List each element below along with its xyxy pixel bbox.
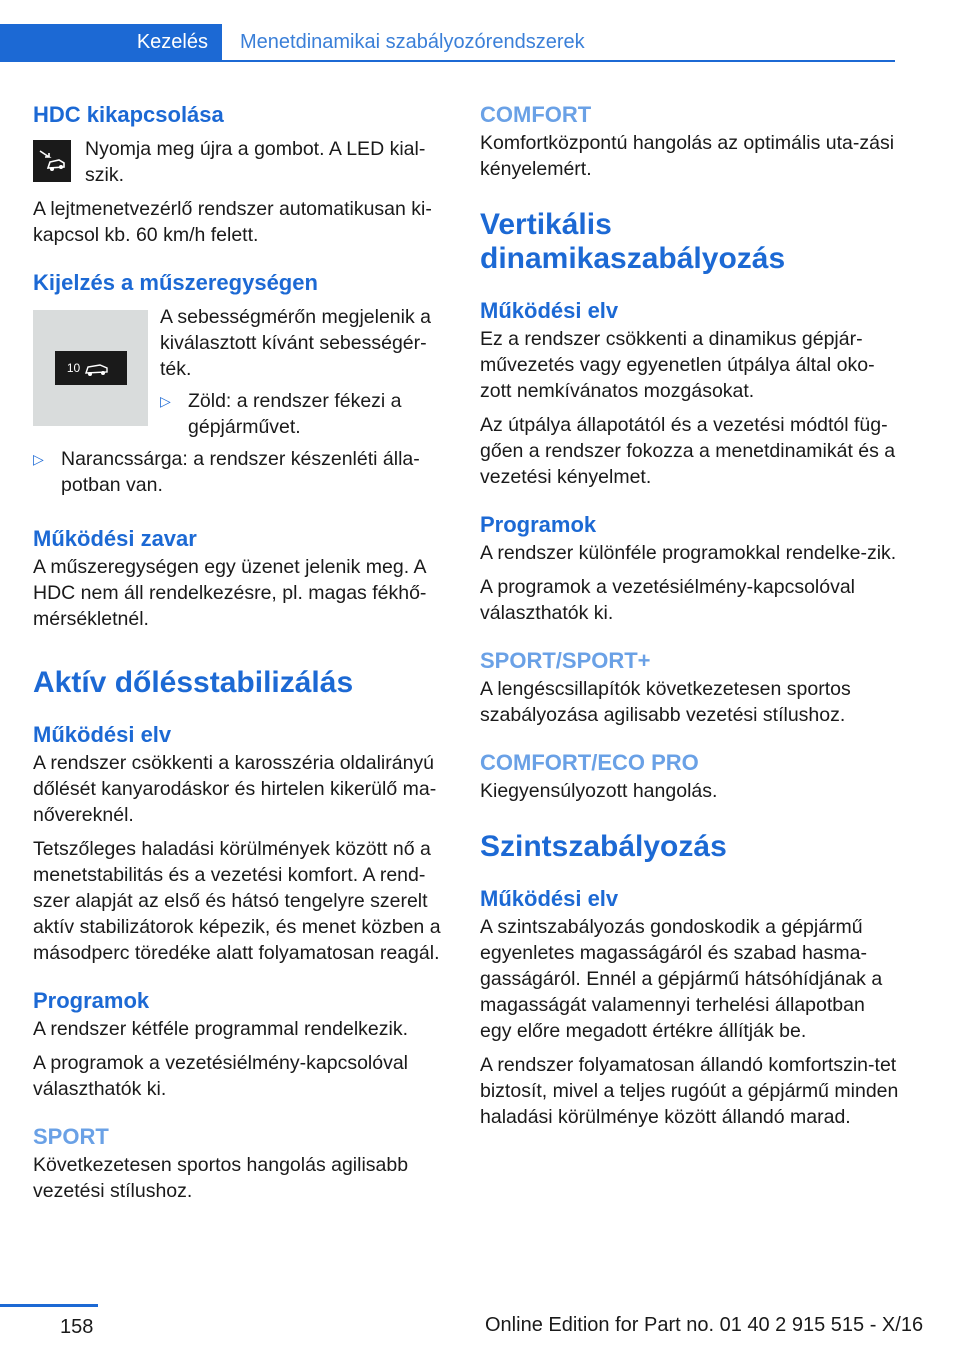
level-text-2: A rendszer folyamatosan állandó komfortszin-tet biztosít, mivel a teljes rugóút a gépjármű minden haladási körülménye között állandó marad. (480, 1054, 899, 1128)
footer-rule (0, 1304, 98, 1307)
level-text-1: A szintszabályozás gondoskodik a gépjármű egyenletes magasságáról és szabad hasma-gasságáról. Ennél a gépjármű hátsóhídjának a magasságát valamennyi terhelési állapotban egy előre megadott értékre állítják be. (480, 916, 883, 1042)
instrument-cluster-image (33, 310, 148, 426)
vertical-function-heading: Működési elv (480, 298, 619, 323)
comfort-text: Komfortközpontú hangolás az optimális uta-zási kényelemért. (480, 132, 895, 180)
sport-heading: SPORT (33, 1124, 109, 1149)
triangle-right-icon: ▷ (33, 451, 44, 467)
header-rule (0, 60, 895, 62)
edition-footer: Online Edition for Part no. 01 40 2 915 515 - X/16 (485, 1314, 924, 1336)
programs-text-2: A programok a vezetésiélmény-kapcsolóval választhatók ki. (33, 1052, 409, 1100)
roll-stabilization-heading: Aktív dőlésstabilizálás (33, 666, 354, 699)
hdc-off-heading: HDC kikapcsolása (33, 102, 224, 127)
car-descent-icon (80, 358, 114, 378)
roll-function-text-1: A rendszer csökkenti a karosszéria oldalirányú dőlését kanyarodáskor és hirtelen kikerülő ma-nővereknél. (33, 752, 437, 826)
list-item (33, 446, 445, 498)
triangle-right-icon: ▷ (160, 393, 171, 409)
programs-text-1: A rendszer kétféle programmal rendelkezik. (33, 1018, 409, 1040)
section-title: Menetdinamikai szabályozórendszerek (240, 31, 585, 53)
roll-function-text-2: Tetszőleges haladási körülmények között nő a menetstabilitás és a vezetési komfort. A rend-szer alapját az első és hátsó tengelyre szerelt aktív stabilizátorok képezik, és menet közben a másodperc töredéke alatt folyamatosan reagál. (33, 838, 441, 964)
bullet-orange-text: Narancssárga: a rendszer készenléti álla-potban van. (61, 448, 420, 496)
vertical-function-text-2: Az útpálya állapotától és a vezetési módtól füg-gően a rendszer fokozza a menetdinamikát és a vezetési kényelmet. (480, 414, 896, 488)
display-row (33, 304, 445, 440)
list-item (160, 388, 445, 440)
hdc-car-descent-icon (33, 140, 71, 182)
fault-text: A műszeregységen egy üzenet jelenik meg. A HDC nem áll rendelkezésre, pl. magas fékhő-mérsékletnél. (33, 556, 427, 630)
display-heading: Kijelzés a műszeregységen (33, 270, 318, 295)
vertical-programs-heading: Programok (480, 512, 597, 537)
left-column (33, 100, 445, 1204)
sport-text: Következetesen sportos hangolás agilisabb vezetési stílushoz. (33, 1154, 409, 1202)
right-column (480, 100, 900, 1130)
fault-heading: Működési zavar (33, 526, 197, 551)
hdc-auto-off-text: A lejtmenetvezérlő rendszer automatikusan ki-kapcsol kb. 60 km/h felett. (33, 198, 432, 246)
bullet-green-text: Zöld: a rendszer fékezi a gépjárművet. (188, 390, 402, 438)
hdc-off-row (33, 136, 445, 188)
comfort-eco-heading: COMFORT/ECO PRO (480, 750, 699, 775)
vertical-programs-text-1: A rendszer különféle programokkal rendelke-zik. (480, 542, 897, 564)
level-control-heading: Szintszabályozás (480, 830, 727, 863)
vertical-programs-text-2: A programok a vezetésiélmény-kapcsolóval választhatók ki. (480, 576, 856, 624)
roll-function-heading: Működési elv (33, 722, 172, 747)
hdc-off-text: Nyomja meg újra a gombot. A LED kial-szik. (85, 138, 426, 186)
chapter-header (0, 24, 895, 64)
set-speed-value: 10 (66, 361, 81, 375)
level-function-heading: Működési elv (480, 886, 619, 911)
page-number: 158 (60, 1316, 94, 1338)
programs-heading: Programok (33, 988, 150, 1013)
vertical-function-text-1: Ez a rendszer csökkenti a dinamikus gépjár-művezetés vagy egyenetlen útpálya által oko-zott nemkívánatos mozgásokat. (480, 328, 875, 402)
comfort-heading: COMFORT (480, 102, 592, 127)
sportplus-heading: SPORT/SPORT+ (480, 648, 651, 673)
speed-indicator (55, 351, 127, 385)
vertical-dynamics-heading: Vertikális dinamikaszabályozás (480, 208, 786, 275)
comfort-eco-text: Kiegyensúlyozott hangolás. (480, 780, 718, 802)
display-text-block (160, 304, 445, 440)
display-text: A sebességmérőn megjelenik a kiválasztott kívánt sebességér-ték. (160, 306, 431, 380)
chapter-tab[interactable]: Kezelés (0, 24, 222, 61)
sportplus-text: A lengéscsillapítók következetesen sportos szabályozása agilisabb vezetési stílushoz. (480, 678, 851, 726)
